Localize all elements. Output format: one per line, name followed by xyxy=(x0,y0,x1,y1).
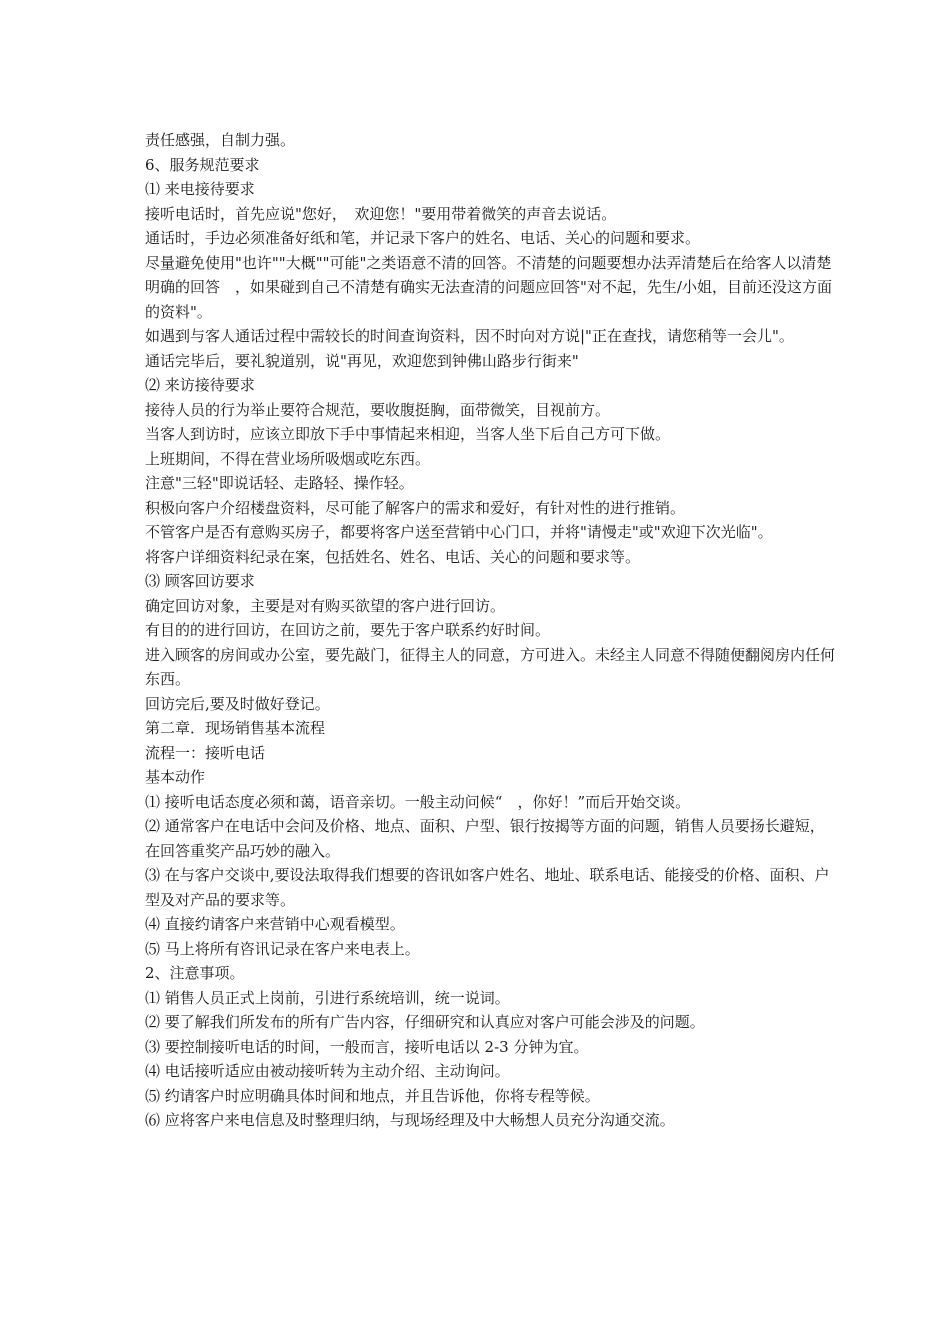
section-heading: 2、注意事项。 xyxy=(145,964,245,982)
paragraph: 通话完毕后，要礼貌道别，说"再见，欢迎您到钟佛山路步行街来" xyxy=(145,351,579,370)
paragraph: 通话时，手边必须准备好纸和笔，并记录下客户的姓名、电话、关心的问题和要求。 xyxy=(145,229,701,247)
subsection-heading: ⑶ 顾客回访要求 xyxy=(145,572,255,590)
section-heading: 6、服务规范要求 xyxy=(145,155,260,174)
subsection-heading: ⑴ 来电接待要求 xyxy=(145,180,255,198)
paragraph: 有目的的进行回访，在回访之前，要先于客户联系约好时间。 xyxy=(145,621,551,639)
process-heading: 流程一：接听电话 xyxy=(145,743,266,762)
list-item: ⑸ 约请客户时应明确具体时间和地点，并且告诉他，你将专程等候。 xyxy=(145,1086,600,1105)
paragraph: 尽量避免使用"也许""大概""可能"之类语意不清的回答。不清楚的问题要想办法弄清楚后在给客人以清楚明确的回答 ，如果碰到自己不清楚有确实无法查清的问题应回答"对不起，先生/小姐，目前还没这方面的资料"。 xyxy=(145,253,832,321)
paragraph: 责任感强，自制力强。 xyxy=(145,131,296,149)
paragraph: 当客人到访时，应该立即放下手中事情起来相迎，当客人坐下后自己方可下做。 xyxy=(145,425,671,443)
paragraph: 积极向客户介绍楼盘资料，尽可能了解客户的需求和爱好，有针对性的进行推销。 xyxy=(145,498,686,517)
list-item: ⑶ 在与客户交谈中,要设法取得我们想要的咨讯如客户姓名、地址、联系电话、能接受的价格、面积、户型及对产品的要求等。 xyxy=(145,866,830,909)
document-body xyxy=(145,128,837,1133)
list-item: ⑷ 直接约请客户来营销中心观看模型。 xyxy=(145,915,405,933)
chapter-heading: 第二章．现场销售基本流程 xyxy=(145,719,326,737)
paragraph: 将客户详细资料纪录在案，包括姓名、姓名、电话、关心的问题和要求等。 xyxy=(145,547,641,566)
paragraph: 接听电话时，首先应说"您好， 欢迎您！"要用带着微笑的声音去说话。 xyxy=(145,204,617,223)
paragraph: 如遇到与客人通话过程中需较长的时间查询资料，因不时向对方说|"正在查找，请您稍等一会儿"。 xyxy=(145,327,794,345)
list-item: ⑴ 销售人员正式上岗前，引进行系统培训，统一说词。 xyxy=(145,988,510,1007)
list-item: ⑹ 应将客户来电信息及时整理归纳，与现场经理及中大畅想人员充分沟通交流。 xyxy=(145,1111,675,1129)
list-item: ⑵ 要了解我们所发布的所有广告内容，仔细研究和认真应对客户可能会涉及的问题。 xyxy=(145,1013,705,1031)
subsection-heading: ⑵ 来访接待要求 xyxy=(145,376,255,394)
subsection-heading: 基本动作 xyxy=(145,768,206,786)
list-item: ⑴ 接听电话态度必须和蔼，语音亲切。一般主动问候“ ，你好！”而后开始交谈。 xyxy=(145,792,691,811)
paragraph: 接待人员的行为举止要符合规范，要收腹挺胸，面带微笑，目视前方。 xyxy=(145,400,611,419)
paragraph: 注意"三轻"即说话轻、走路轻、操作轻。 xyxy=(145,474,414,492)
paragraph: 回访完后,要及时做好登记。 xyxy=(145,694,330,713)
paragraph: 不管客户是否有意购买房子，都要将客户送至营销中心门口，并将"请慢走"或"欢迎下次光临"。 xyxy=(145,523,773,541)
list-item: ⑶ 要控制接听电话的时间，一般而言，接听电话以 2-3 分钟为宜。 xyxy=(145,1037,589,1056)
list-item: ⑵ 通常客户在电话中会问及价格、地点、面积、户型、银行按揭等方面的问题，销售人员要扬长避短，在回答重奖产品巧妙的融入。 xyxy=(145,817,825,860)
paragraph: 确定回访对象，主要是对有购买欲望的客户进行回访。 xyxy=(145,596,506,615)
list-item: ⑷ 电话接听适应由被动接听转为主动介绍、主动询问。 xyxy=(145,1062,510,1080)
list-item: ⑸ 马上将所有咨讯记录在客户来电表上。 xyxy=(145,939,420,958)
paragraph: 进入顾客的房间或办公室，要先敲门，征得主人的同意，方可进入。未经主人同意不得随便翻阅房内任何东西。 xyxy=(145,645,836,688)
paragraph: 上班期间，不得在营业场所吸烟或吃东西。 xyxy=(145,449,431,468)
